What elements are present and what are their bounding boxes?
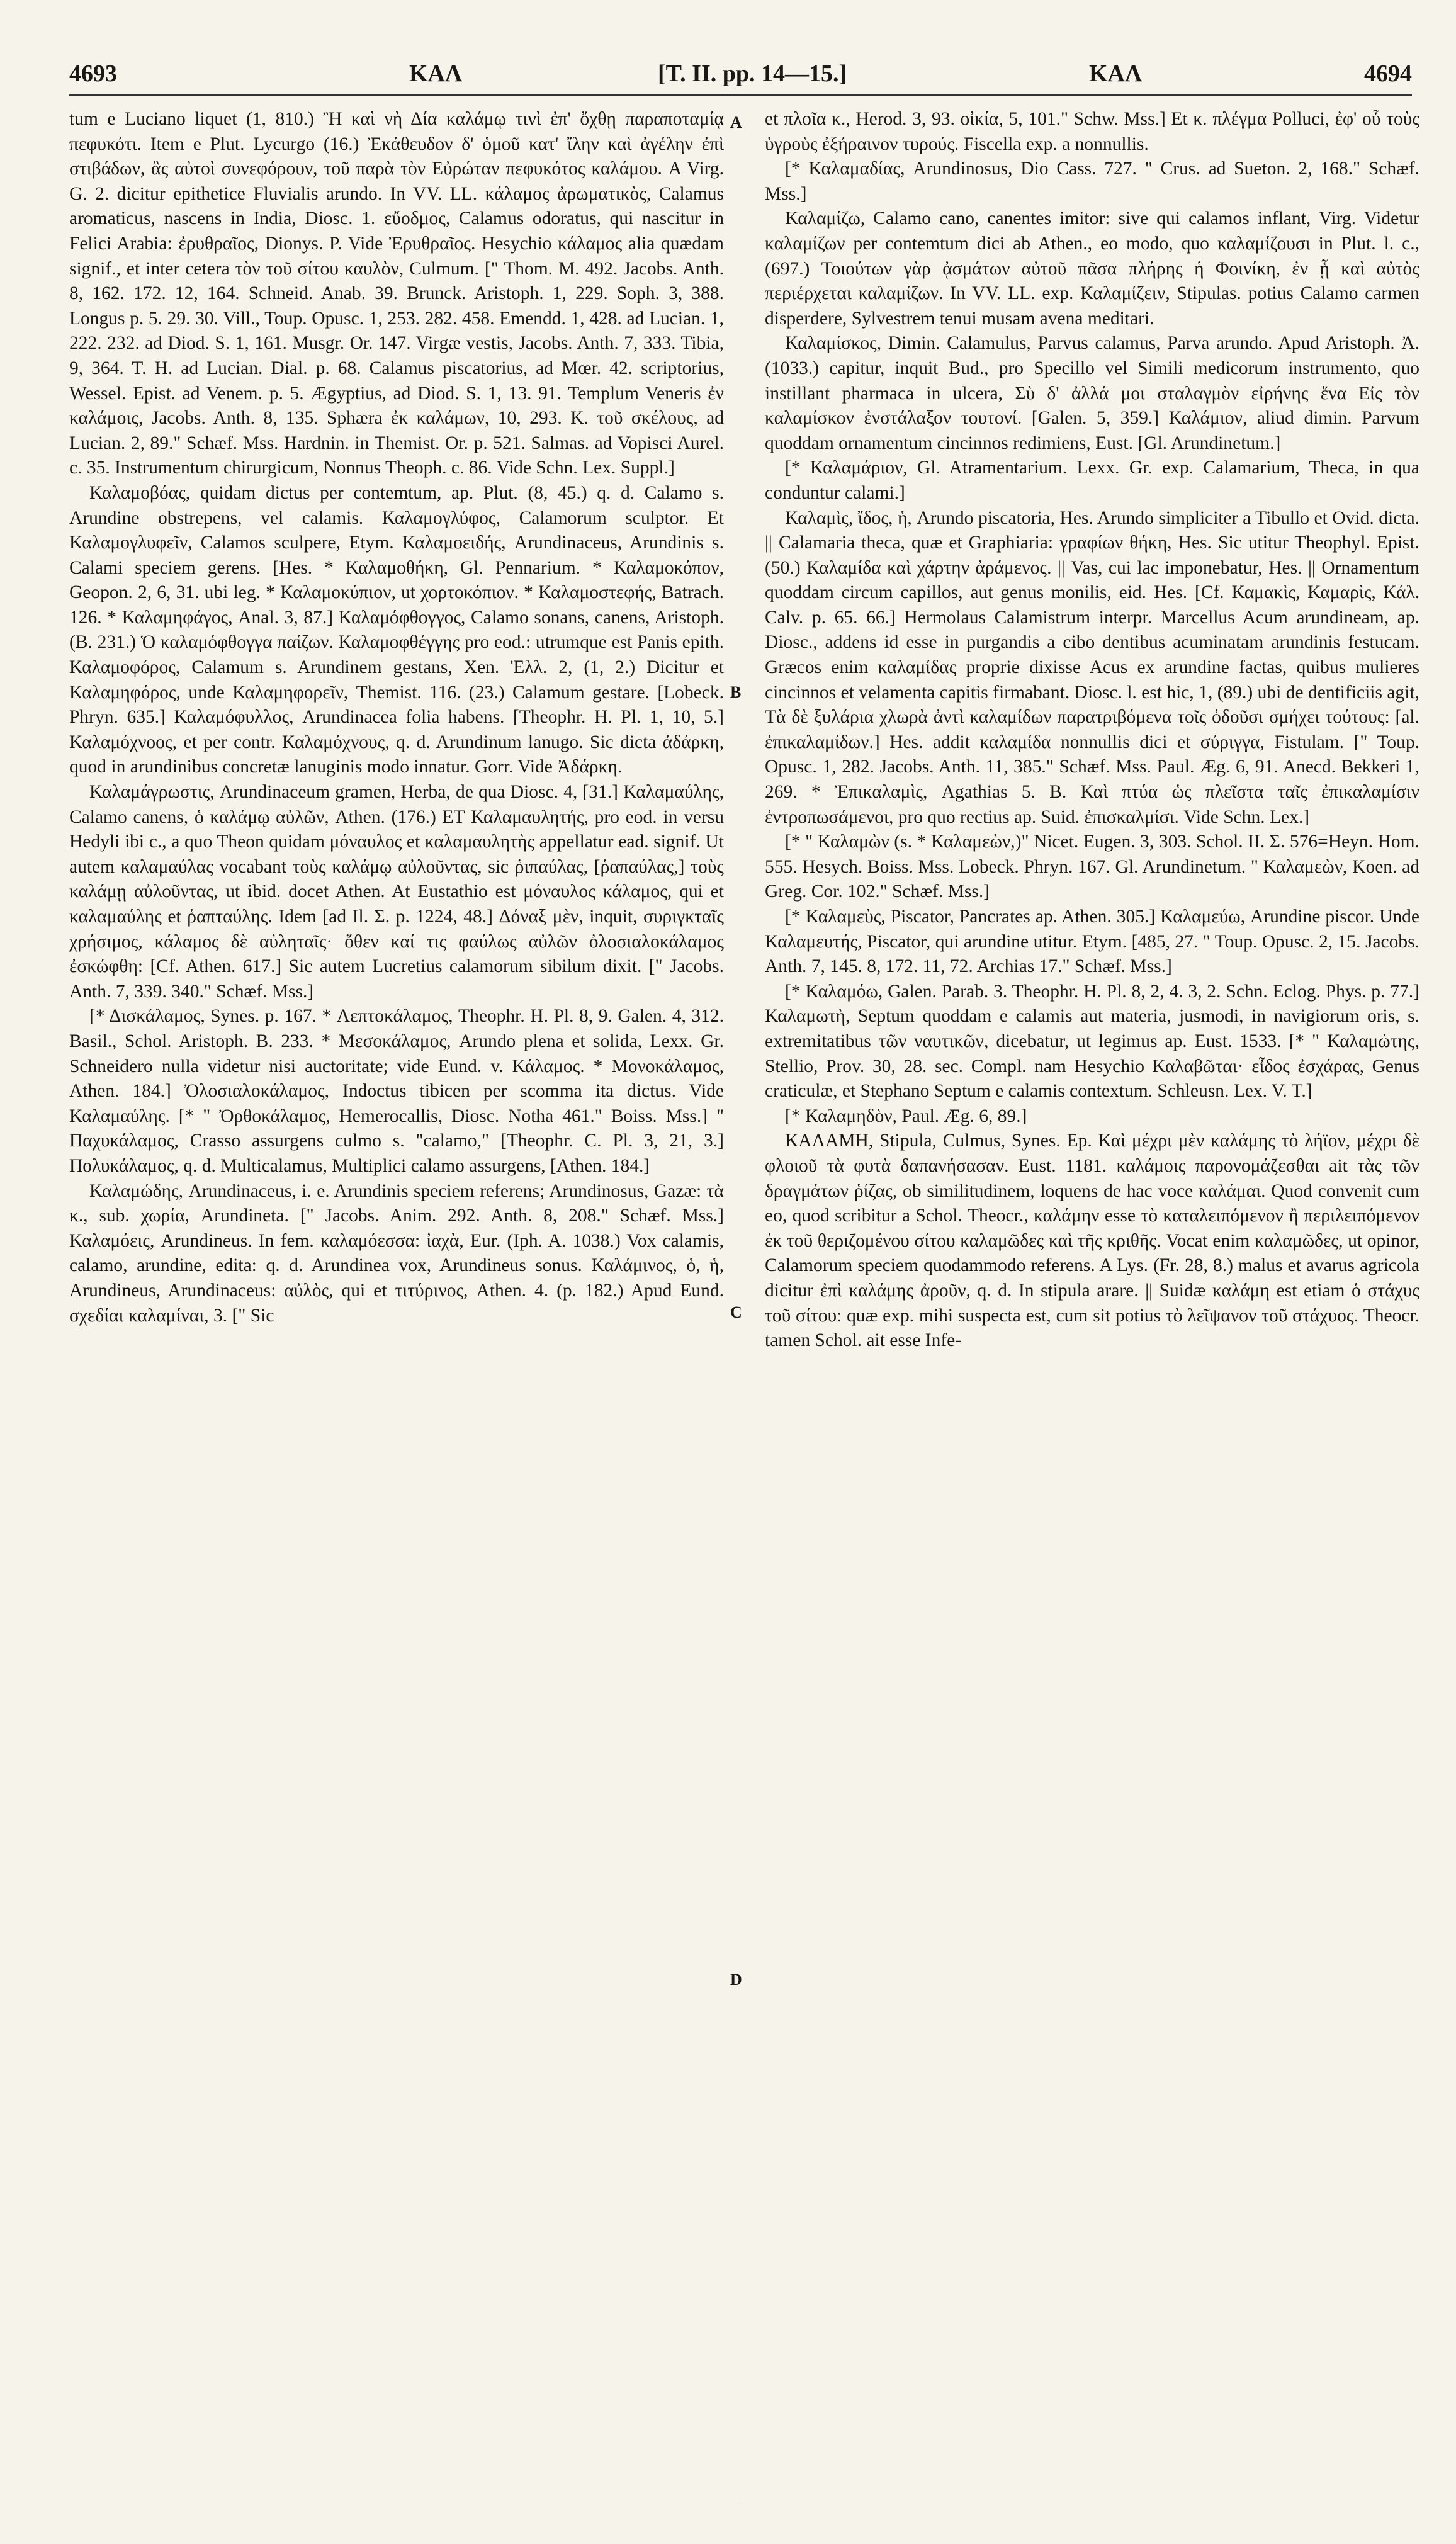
running-header <box>69 60 1412 98</box>
entry-paragraph: Καλαμίσκος, Dimin. Calamulus, Parvus calamus, Parva arundo. Apud Aristoph. Ἀ. (1033.) capitur, inquit Bud., pro Specillo vel Simili medicorum instrumento, quo instillant pharmaca in ulcera, Σὺ δ' ἀλλά μοι σταλαγμὸν εἰρήνης ἕνα Εἰς τὸν καλαμίσκον ἐνστάλαξον τουτονί. [Galen. 5, 359.] Καλάμιον, aliud dimin. Parvum quoddam ornamentum cincinnos redimiens, Eust. [Gl. Arundinetum.] <box>765 333 1419 453</box>
entry-paragraph: Καλαμοβόας, quidam dictus per contemtum, ap. Plut. (8, 45.) q. d. Calamo s. Arundine obstrepens, vel calamis. Καλαμογλύφος, Calamorum sculptor. Et Καλαμογλυφεῖν, Calamos sculpere, Etym. Καλαμοειδής, Arundinaceus, Arundinis s. Calami speciem gerens. [Hes. * Καλαμοθήκη, Gl. Pennarium. * Καλαμοκόπον, Geopon. 2, 6, 31. ubi leg. * Καλαμοκύπιον, ut χορτοκόπιον. * Καλαμοστεφής, Batrach. 126. * Καλαμηφάγος, Anal. 3, 87.] Καλαμόφθογγος, Calamo sonans, canens, Aristoph. (B. 231.) Ὁ καλαμόφθογγα παίζων. Καλαμοφθέγγης pro eod.: utrumque est Panis epith. Καλαμοφόρος, Calamum s. Arundinem gestans, Xen. Ἑλλ. 2, (1, 2.) Dicitur et Καλαμηφόρος, unde Καλαμηφορεῖν, Themist. 116. (23.) Calamum gestare. [Lobeck. Phryn. 635.] Καλαμόφυλλος, Arundinacea folia habens. [Theophr. H. Pl. 1, 10, 5.] Καλαμόχνοος, et per contr. Καλαμόχνους, q. d. Arundinum lanugo. Sic dicta ἀδάρκη, quod in arundinibus concretæ lanuginis modo innatur. Gorr. Vide Ἀδάρκη. <box>69 482 724 777</box>
section-letter-a: A <box>730 113 742 132</box>
entry-paragraph: [* Δισκάλαμος, Synes. p. 167. * Λεπτοκάλαμος, Theophr. H. Pl. 8, 9. Galen. 4, 312. Basil., Schol. Aristoph. B. 233. * Μεσοκάλαμος, Arundo plena et solida, Lexx. Gr. Schneidero nulla videtur nisi auctoritate; vide Eund. v. Κάλαμος. * Μονοκάλαμος, Athen. 184.] Ὀλοσιαλοκάλαμος, Indoctus tibicen per scomma ita dictus. Vide Καλαμαύλης. [* " Ὀρθοκάλαμος, Hemerocallis, Diosc. Notha 461." Boiss. Mss.] " Παχυκάλαμος, Crasso assurgens culmo s. "calamo," [Theophr. C. Pl. 3, 21, 3.] Πολυκάλαμος, q. d. Multicalamus, Multiplici calamo assurgens, [Athen. 184.] <box>69 1006 724 1176</box>
entry-paragraph: [* Καλαμηδὸν, Paul. Æg. 6, 89.] <box>785 1105 1027 1126</box>
section-letter-b: B <box>730 683 742 701</box>
page-number-left: 4693 <box>69 60 117 87</box>
entry-paragraph: Καλαμάγρωστις, Arundinaceum gramen, Herba, de qua Diosc. 4, [31.] Καλαμαύλης, Calamo canens, ὁ καλάμῳ αὐλῶν, Athen. (176.) ET Καλαμαυλητής, pro eod. in versu Hedyli ibi c., a quo Theon quidam μόναυλος et καλαμαυλητὴς appellatur ead. signif. Ut autem καλαμαύλας vocabant τοὺς καλάμῳ αὐλοῦντας, sic ῥιπαύλας, [ῥαπαύλας,] τοὺς καλάμῃ αὐλοῦντας, ut ibid. docet Athen. At Eustathio est μόναυλος κάλαμος, qui et καλαμαύλης et ῥαπταύλης. Idem [ad Il. Σ. p. 1224, 48.] Δόναξ μὲν, inquit, συριγκταῖς χρήσιμος, κάλαμος δὲ αὐληταῖς· ὅθεν καί τις φαύλως αὐλῶν ὀλοσιαλοκάλαμος ἐσκώφθη: [Cf. Athen. 617.] Sic autem Lucretius calamorum sibilum dixit. [" Jacobs. Anth. 7, 339. 340." Schæf. Mss.] <box>69 782 724 1002</box>
section-letter-c: C <box>730 1303 742 1321</box>
section-letter-d: D <box>730 1970 742 1989</box>
headword-right: ΚΑΛ <box>1089 60 1143 87</box>
entry-paragraph: [* Καλαμάριον, Gl. Atramentarium. Lexx. Gr. exp. Calamarium, Theca, in qua conduntur calami.] <box>765 458 1419 503</box>
entry-paragraph: [* Καλαμεὺς, Piscator, Pancrates ap. Athen. 305.] Καλαμεύω, Arundine piscor. Unde Καλαμευτής, Piscator, qui arundine utitur. Etym. [485, 27. " Toup. Opusc. 2, 15. Jacobs. Anth. 7, 145. 8, 172. 11, 72. Archias 17." Schæf. Mss.] <box>765 907 1419 977</box>
entry-paragraph: [* Καλαμόω, Galen. Parab. 3. Theophr. H. Pl. 8, 2, 4. 3, 2. Schn. Eclog. Phys. p. 77.] Καλαμωτὴ, Septum quoddam e calamis aut materia, jusmodi, in navigiorum oris, s. extremitatibus τῶν ναυτικῶν, dicebatur, ut legimus ap. Eust. 1533. [* " Καλαμώτης, Stellio, Prov. 30, 28. sec. Compl. nam Hesychio Καλαβῶται· εἶδος ἐσχάρας, Genus craticulæ, et Stephano Septum e calamis contextum. Schleusn. Lex. V. T.] <box>765 981 1419 1102</box>
page-number-right: 4694 <box>1364 60 1412 87</box>
volume-reference: [T. II. pp. 14—15.] <box>658 60 847 87</box>
right-column <box>765 107 1419 2499</box>
entry-paragraph: Καλαμώδης, Arundinaceus, i. e. Arundinis speciem referens; Arundinosus, Gazæ: τὰ κ., sub. χωρία, Arundineta. [" Jacobs. Anim. 292. Anth. 8, 208." Schæf. Mss.] Καλαμόεις, Arundineus. In fem. καλαμόεσσα: ἰαχὰ, Eur. (Iph. A. 1038.) Vox calamis, calamo, arundine, edita: q. d. Arundinea vox, Arundineus sonus. Καλάμινος, ὁ, ἡ, Arundineus, Arundinaceus: αὐλὸς, qui et τιτύρινος, Athen. 4. (p. 182.) Apud Eund. σχεδίαι καλαμίναι, 3. [" Sic <box>69 1180 724 1326</box>
entry-paragraph: Καλαμίζω, Calamo cano, canentes imitor: sive qui calamos inflant, Virg. Videtur καλαμίζων per contemtum dici ab Athen., eo modo, quo καλαμίζουσι in Plut. l. c., (697.) Τοιούτων γὰρ ᾀσμάτων αὐτοῦ πᾶσα πλήρης ἡ Φοινίκη, ἐν ᾗ καὶ αὐτὸς περιέρχεται καλαμίζων. In VV. LL. exp. Καλαμίζειν, Stipulas. potius Calamo carmen disperdere, Sylvestrem tenui musam avena meditari. <box>765 208 1419 329</box>
entry-paragraph: [* " Καλαμὼν (s. * Καλαμεὼν,)" Nicet. Eugen. 3, 303. Schol. II. Σ. 576=Heyn. Hom. 555. Hesych. Boiss. Mss. Lobeck. Phryn. 167. Gl. Arundinetum. " Καλαμεὼν, Koen. ad Greg. Cor. 102." Schæf. Mss.] <box>765 832 1419 902</box>
entry-paragraph: Καλαμὶς, ἴδος, ἡ, Arundo piscatoria, Hes. Arundo simpliciter a Tibullo et Ovid. dicta. || Calamaria theca, quæ et Graphiaria: γραφίων θήκη, Hes. Sic utitur Theophyl. Epist. (50.) Καλαμίδα καὶ χάρτην ἀράμενος. || Vas, cui lac imponebatur, Hes. || Ornamentum quoddam circum capillos, aut genus monilis, eid. Hes. [Cf. Καμακὶς, Καμαρὶς, Κάλ. Calv. p. 65. 66.] Hermolaus Calamistrum interpr. Marcellus Acum arundineam, ap. Diosc., addens id esse in purgandis a cibo dentibus acuminatam arundinis festucam. Græcos enim καλαμίδας proprie dixisse Acus ex arundine factas, quibus mulieres cincinnos et velamenta capitis firmabant. Diosc. l. est hic, 1, (89.) ubi de dentificiis agit, Τὰ δὲ ξυλάρια χλωρὰ ἀντὶ καλαμίδων παρατριβόμενα τοῖς ὀδοῦσι σμήχει τούτους: [al. ἐπικαλαμίδων.] Hes. addit καλαμίδα nonnullis dici et σύριγγα, Fistulam. [" Toup. Opusc. 1, 282. Jacobs. Anth. 11, 385." Schæf. Mss. Paul. Æg. 6, 91. Anecd. Bekkeri 1, 269. * Ἐπικαλαμὶς, Agathias 5. B. Καὶ πτύα ὡς πλεῖστα ταῖς ἐπικαλαμίσιν ἐντροπωσάμενοι, pro quo rectius ap. Suid. ἐπισκαλμίσι. Vide Schn. Lex.] <box>765 507 1419 827</box>
headword-left: ΚΑΛ <box>409 60 463 87</box>
entry-paragraph: [* Καλαμαδίας, Arundinosus, Dio Cass. 727. " Crus. ad Sueton. 2, 168." Schæf. Mss.] <box>765 159 1419 204</box>
entry-paragraph: ΚΑΛΑΜΗ, Stipula, Culmus, Synes. Ep. Καὶ μέχρι μὲν καλάμης τὸ λήϊον, μέχρι δὲ φλοιοῦ τὰ φυτὰ δαπανήσασαν. Eust. 1181. καλάμοις παρονομάζεσθαι ait τὰς τῶν δραγμάτων ῥίζας, ob similitudinem, loquens de hac voce καλάμαι. Quod convenit cum eo, quod scribitur a Schol. Theocr., καλάμην esse τὸ καταλειπόμενον ἢ περιλειπόμενον ἐκ τοῦ θεριζομένου σίτου καλαμῶδες καὶ τῆς κριθῆς. Vocat enim καλαμῶδες, ut opinor, Calamorum speciem quodammodo referens. A Lys. (Fr. 28, 8.) malus et avarus agricola dicitur ἐπὶ καλάμης ἀροῦν, q. d. In stipula arare. || Suidæ καλάμη est etiam ὁ στάχυς τοῦ σίτου: quæ exp. mihi suspecta est, cum sit potius τὸ λεῖψανον τοῦ στάχυος. Theocr. tamen Schol. ait esse Infe- <box>765 1131 1419 1351</box>
header-rule <box>69 94 1412 96</box>
entry-paragraph: tum e Luciano liquet (1, 810.) Ἢ καὶ νὴ Δία καλάμῳ τινὶ ἐπ' ὄχθῃ παραποταμίᾳ πεφυκότι. Item e Plut. Lycurgo (16.) Ἐκάθευδον δ' ὁμοῦ κατ' ἴλην καὶ ἀγέλην ἐπὶ στιβάδων, ἃς αὐτοὶ συνεφόρουν, τοῦ παρὰ τὸν Εὐρώταν πεφυκότος καλάμου. A Virg. G. 2. dicitur epithetice Fluvialis arundo. In VV. LL. κάλαμος ἀρωματικὸς, Calamus aromaticus, nascens in India, Diosc. 1. εὔοδμος, Calamus odoratus, qui nascitur in Felici Arabia: ἐρυθραῖος, Dionys. P. Vide Ἐρυθραῖος. Hesychio κάλαμος alia quædam signif., et inter cetera τὸν τοῦ σίτου καυλὸν, Culmum. [" Thom. M. 492. Jacobs. Anth. 8, 162. 172. 12, 164. Schneid. Anab. 39. Brunck. Aristoph. 1, 229. Soph. 3, 388. Longus p. 5. 29. 30. Vill., Toup. Opusc. 1, 253. 282. 458. Emendd. 1, 428. ad Lucian. 1, 222. 232. ad Diod. S. 1, 161. Musgr. Or. 147. Virgæ vestis, Jacobs. Anth. 7, 333. Tibia, 9, 364. T. H. ad Lucian. Dial. p. 68. Calamus piscatorius, ad Mœr. 42. scriptorius, Wessel. Epist. ad Venem. p. 5. Ægyptius, ad Diod. S. 1, 13. 91. Templum Veneris ἐν καλάμοις, Jacobs. Anth. 8, 135. Sphæra ἐκ καλάμων, 10, 293. K. τοῦ σκέλους, ad Lucian. 2, 89." Schæf. Mss. Hardnin. in Themist. Or. p. 521. Salmas. ad Vopisci Aurel. c. 35. Instrumentum chirurgicum, Nonnus Theoph. c. 86. Vide Schn. Lex. Suppl.] <box>69 109 724 478</box>
left-column <box>69 107 724 2499</box>
entry-paragraph: et πλοῖα κ., Herod. 3, 93. οἰκία, 5, 101." Schw. Mss.] Et κ. πλέγμα Polluci, ἐφ' οὗ τοὺς ὑγροὺς ἐξήραινον τυρούς. Fiscella exp. a nonnullis. <box>765 109 1419 154</box>
